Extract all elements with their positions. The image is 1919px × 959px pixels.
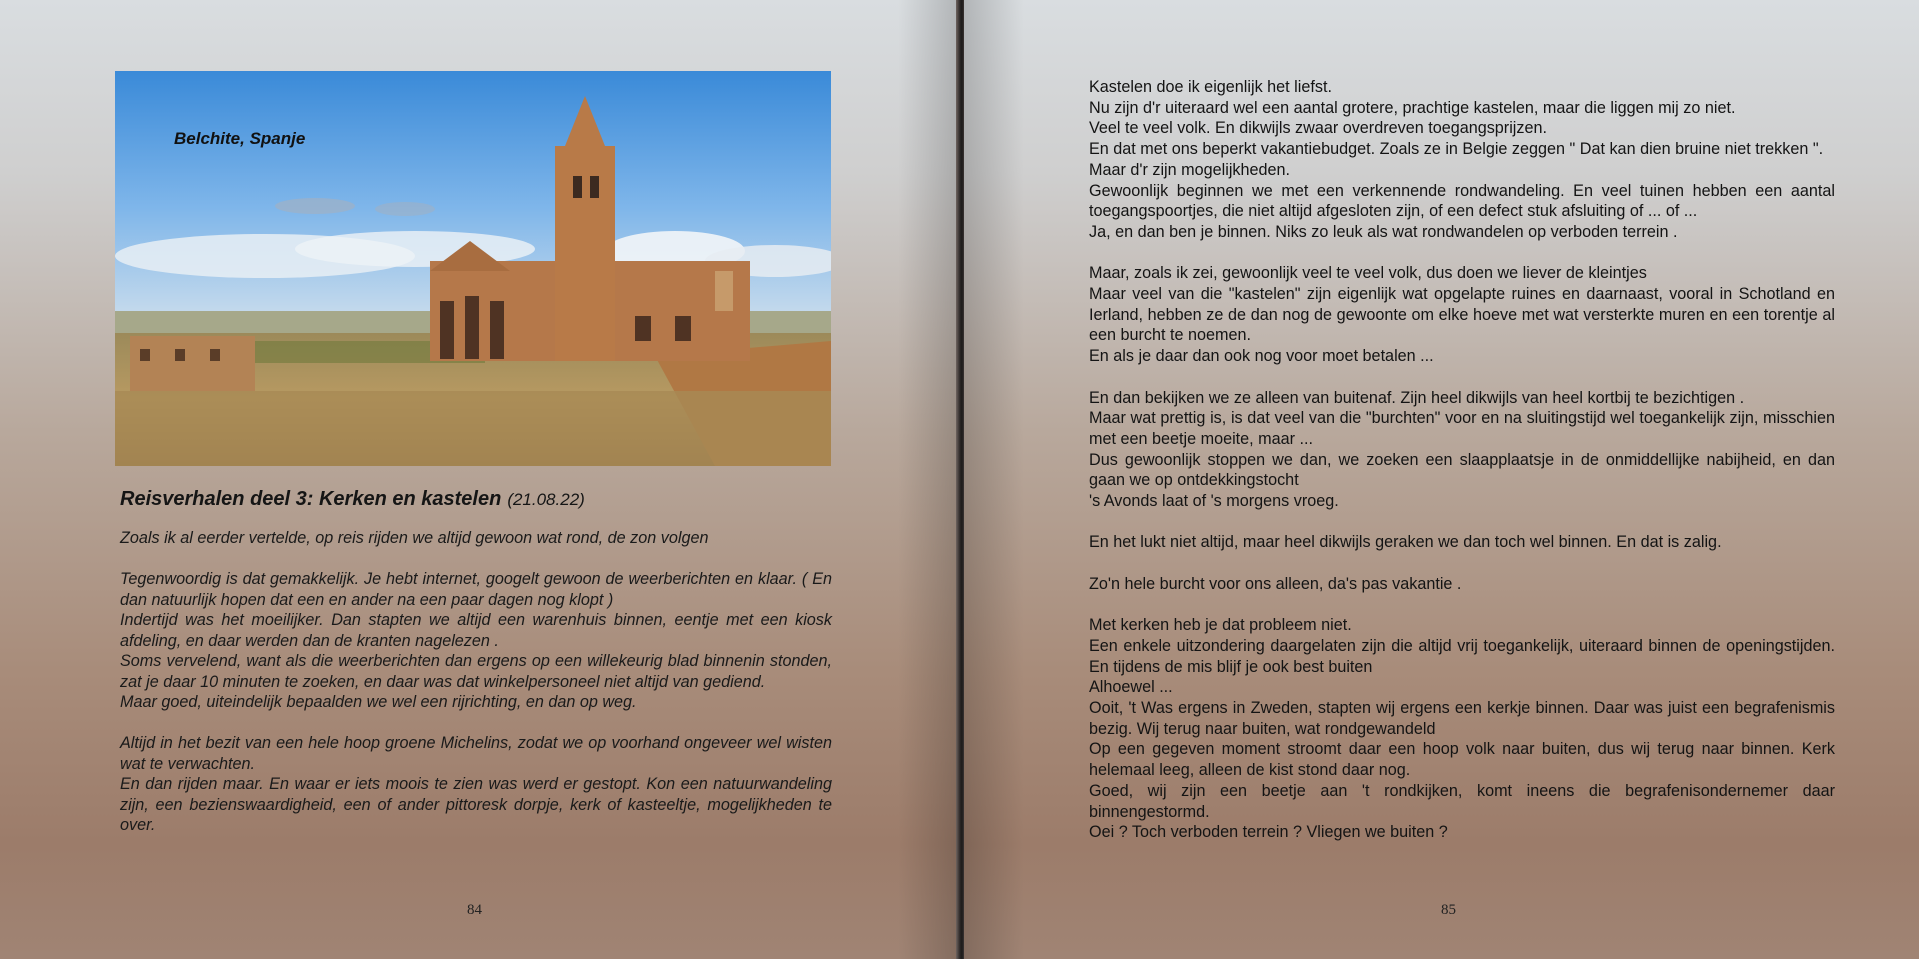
paragraph: En dan bekijken we ze alleen van buitenaf. Zijn heel dikwijls van heel kortbij te bezichtigen . — [1089, 388, 1745, 407]
paragraph: Maar, zoals ik zei, gewoonlijk veel te veel volk, dus doen we liever de kleintjes — [1089, 264, 1647, 283]
paragraph: Veel te veel volk. En dikwijls zwaar overdreven toegangsprijzen. — [1089, 119, 1547, 138]
photo-caption: Belchite, Spanje — [174, 129, 306, 148]
paragraph: En het lukt niet altijd, maar heel dikwijls geraken we dan toch wel binnen. En dat is zalig. — [1089, 533, 1722, 552]
blank-line — [120, 549, 832, 570]
paragraph: Ooit, 't Was ergens in Zweden, stapten wij ergens een kerkje binnen. Daar was juist een begrafenismis bezig. Wij terug naar buiten, wat rondgewandeld — [1089, 699, 1835, 738]
paragraph: Oei ? Toch verboden terrein ? Vliegen we buiten ? — [1089, 823, 1448, 842]
paragraph: Maar veel van die "kastelen" zijn eigenlijk wat opgelapte ruines en daarnaast, vooral in Schotland en Ierland, hebben ze de dan nog de gewoonte om elke hoeve met wat versterkte muren en een torentje al een burcht te noemen. — [1089, 285, 1835, 345]
paragraph: En als je daar dan ook nog voor moet betalen ... — [1089, 347, 1434, 366]
title-text: Reisverhalen deel 3: Kerken en kastelen — [120, 488, 502, 510]
paragraph: Maar wat prettig is, is dat veel van die "burchten" voor en na sluitingstijd wel toegankelijk zijn, misschien met een beetje moeite, maar ... — [1089, 409, 1835, 448]
paragraph: Altijd in het bezit van een hele hoop groene Michelins, zodat we op voorhand ongeveer wel wisten wat te verwachten. — [120, 734, 832, 773]
paragraph: En dan rijden maar. En waar er iets moois te zien was werd er gestopt. Kon een natuurwandeling zijn, een bezienswaardigheid, een of ander pittoresk dorpje, kerk of kasteeltje, mogelijkheden te over. — [120, 775, 832, 834]
paragraph: 's Avonds laat of 's morgens vroeg. — [1089, 492, 1339, 511]
blank-line — [1089, 243, 1835, 264]
blank-line — [1089, 553, 1835, 574]
right-body-text — [1089, 77, 1835, 843]
paragraph: Ja, en dan ben je binnen. Niks zo leuk als wat rondwandelen op verboden terrein . — [1089, 222, 1678, 241]
paragraph: En dat met ons beperkt vakantiebudget. Zoals ze in Belgie zeggen " Dat kan dien bruine niet trekken ". — [1089, 140, 1824, 159]
paragraph: Maar d'r zijn mogelijkheden. — [1089, 160, 1291, 179]
paragraph: Indertijd was het moeilijker. Dan stapten we altijd een warenhuis binnen, eentje met een kiosk afdeling, en daar werden dan de kranten nagelezen . — [120, 611, 832, 650]
blank-line — [1089, 595, 1835, 616]
blank-line — [1089, 367, 1835, 388]
paragraph: Goed, wij zijn een beetje aan 't rondkijken, komt ineens die begrafenisondernemer daar binnengestormd. — [1089, 781, 1835, 821]
paragraph: Dus gewoonlijk stoppen we dan, we zoeken een slaapplaatsje in de onmiddellijke nabijheid, en dan gaan we op ontdekkingstocht — [1089, 450, 1835, 490]
paragraph: Een enkele uitzondering daargelaten zijn die altijd vrij toegankelijk, uiteraard binnen de openingstijden. En tijdens de mis blijf je ook best buiten — [1089, 636, 1835, 676]
chapter-title — [120, 488, 585, 511]
paragraph: Nu zijn d'r uiteraard wel een aantal grotere, prachtige kastelen, maar die liggen mij zo niet. — [1089, 98, 1736, 117]
paragraph: Op een gegeven moment stroomt daar een hoop volk naar buiten, dus wij terug naar binnen. Kerk helemaal leeg, alleen de kist stond daar nog. — [1089, 740, 1835, 780]
title-date: (21.08.22) — [507, 490, 585, 509]
page-number: 85 — [1441, 902, 1456, 918]
page-shadow — [964, 0, 1024, 959]
photo-belchite — [115, 71, 831, 466]
paragraph: Maar goed, uiteindelijk bepaalden we wel een rijrichting, en dan op weg. — [120, 693, 637, 711]
page-number: 84 — [467, 902, 482, 918]
paragraph: Kastelen doe ik eigenlijk het liefst. — [1089, 78, 1332, 96]
paragraph: Zoals ik al eerder vertelde, op reis rijden we altijd gewoon wat rond, de zon volgen — [120, 529, 709, 547]
left-body-text — [120, 528, 832, 836]
paragraph: Alhoewel ... — [1089, 678, 1173, 697]
paragraph: Soms vervelend, want als die weerberichten dan ergens op een willekeurig blad binnenin stonden, zat je daar 10 minuten te zoeken, en daar was dat winkelpersoneel niet altijd van gediend. — [120, 652, 832, 691]
page-shadow — [898, 0, 958, 959]
paragraph: Met kerken heb je dat probleem niet. — [1089, 616, 1352, 635]
paragraph: Tegenwoordig is dat gemakkelijk. Je hebt internet, googelt gewoon de weerberichten en klaar. ( En dan natuurlijk hopen dat een en ander na een paar dagen nog klopt ) — [120, 570, 832, 609]
left-page — [0, 0, 958, 959]
paragraph: Gewoonlijk beginnen we met een verkennende rondwandeling. En veel tuinen hebben een aantal toegangspoortjes, die niet altijd afgesloten zijn, of een defect stuk afsluiting of ... of ... — [1089, 181, 1835, 221]
blank-line — [1089, 512, 1835, 533]
paragraph: Zo'n hele burcht voor ons alleen, da's pas vakantie . — [1089, 574, 1462, 593]
right-page — [964, 0, 1919, 959]
blank-line — [120, 713, 832, 734]
